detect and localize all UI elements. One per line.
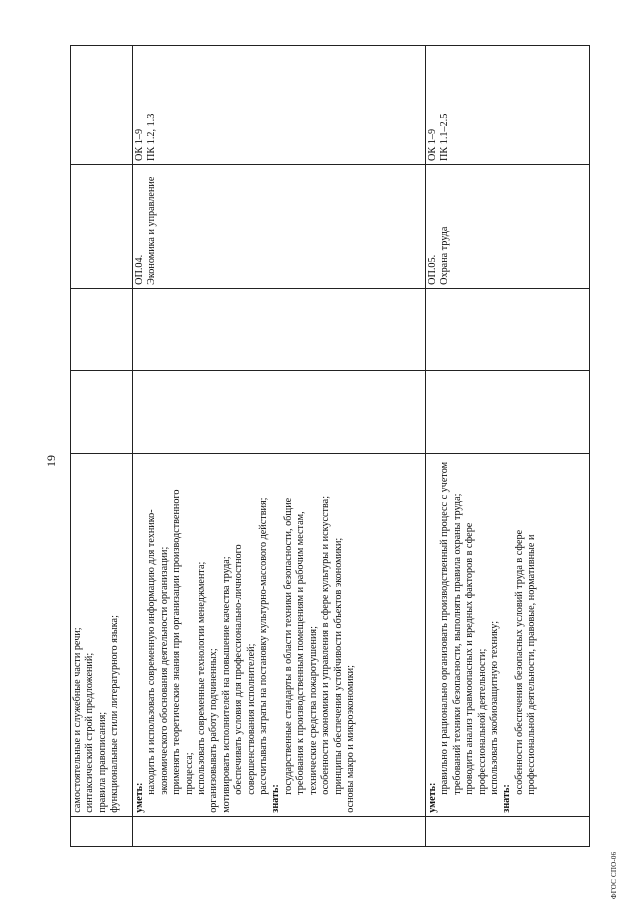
content-line: правила правописания; bbox=[96, 711, 108, 813]
discipline-cell bbox=[133, 164, 426, 288]
footer-document-code: ФГОС СПО-06 bbox=[610, 851, 618, 899]
content-line: синтаксический строй предложений; bbox=[84, 652, 96, 813]
discipline-code: ОП.04. bbox=[134, 254, 145, 285]
content-line: проводить анализ травмоопасных и вредных факторов в сфере профессиональной деятельности; bbox=[464, 522, 488, 795]
max-hours-cell bbox=[71, 371, 133, 454]
content-line: особенности экономики и управления в сфере культуры и искусства; bbox=[320, 495, 332, 795]
competences-cell bbox=[71, 46, 133, 165]
content-line: использовать современные технологии менеджмента; bbox=[196, 561, 208, 795]
discipline-cell bbox=[71, 164, 133, 288]
content-line: применять теоретические знания при организации производственного процесса; bbox=[171, 489, 195, 795]
content-cell bbox=[133, 454, 426, 817]
discipline-name: Охрана труда bbox=[439, 226, 451, 285]
discipline-name: Экономика и управление bbox=[146, 176, 158, 285]
content-line: принципы обеспечения устойчивости объектов экономики; bbox=[332, 537, 344, 795]
content-line: государственные стандарты в области техники безопасности, общие требования к производственным помещениям и рабочим местам, технические средства пожаротушения; bbox=[282, 497, 319, 795]
table-row bbox=[133, 46, 426, 847]
content-line: использовать экобиозащитную технику; bbox=[489, 620, 501, 795]
competence-codes: ОК 1–9 ПК 1.2, 1.3 bbox=[134, 113, 158, 161]
content-heading: уметь: bbox=[427, 782, 438, 813]
content-cell bbox=[71, 454, 133, 817]
content-line: организовывать работу подчиненных; bbox=[208, 648, 220, 813]
content-line: основы макро и микроэкономики; bbox=[344, 665, 356, 813]
content-cell bbox=[426, 454, 590, 817]
content-line: самостоятельные и служебные части речи; bbox=[72, 627, 83, 813]
table-row bbox=[426, 46, 590, 847]
discipline-code: ОП.05. bbox=[427, 254, 438, 285]
index-cell bbox=[71, 816, 133, 846]
curriculum-table bbox=[70, 45, 590, 847]
required-hours-cell bbox=[426, 288, 590, 371]
index-cell bbox=[426, 816, 590, 846]
content-heading: знать: bbox=[501, 784, 513, 813]
table-body bbox=[71, 46, 590, 847]
content-line: находить и использовать современную информацию для технико-экономического обоснования деятельности организации; bbox=[146, 509, 170, 795]
required-hours-cell bbox=[133, 288, 426, 371]
competence-codes: ОК 1–9 ПК 1.1–2.5 bbox=[427, 113, 451, 161]
max-hours-cell bbox=[426, 371, 590, 454]
content-line: рассчитывать затраты на постановку культурно-массового действия; bbox=[258, 497, 270, 795]
discipline-cell bbox=[426, 164, 590, 288]
max-hours-cell bbox=[133, 371, 426, 454]
required-hours-cell bbox=[71, 288, 133, 371]
table-row bbox=[71, 46, 133, 847]
content-line: особенности обеспечения безопасных условий труда в сфере профессиональной деятельности, правовые, нормативные и bbox=[513, 529, 538, 795]
content-heading: знать: bbox=[270, 784, 282, 813]
index-cell bbox=[133, 816, 426, 846]
page-number: 19 bbox=[44, 455, 58, 467]
content-line: мотивировать исполнителей на повышение качества труда; bbox=[220, 556, 232, 813]
content-line: правильно и рационально организовать производственный процесс с учетом требований техники безопасности, выполнять правила охраны труда; bbox=[439, 461, 463, 795]
content-line: обеспечивать условия для профессионально-личностного совершенствования исполнителей; bbox=[233, 544, 257, 795]
content-line: функциональные стили литературного языка; bbox=[109, 615, 121, 813]
content-heading: уметь: bbox=[134, 782, 145, 813]
competences-cell bbox=[133, 46, 426, 165]
competences-cell bbox=[426, 46, 590, 165]
